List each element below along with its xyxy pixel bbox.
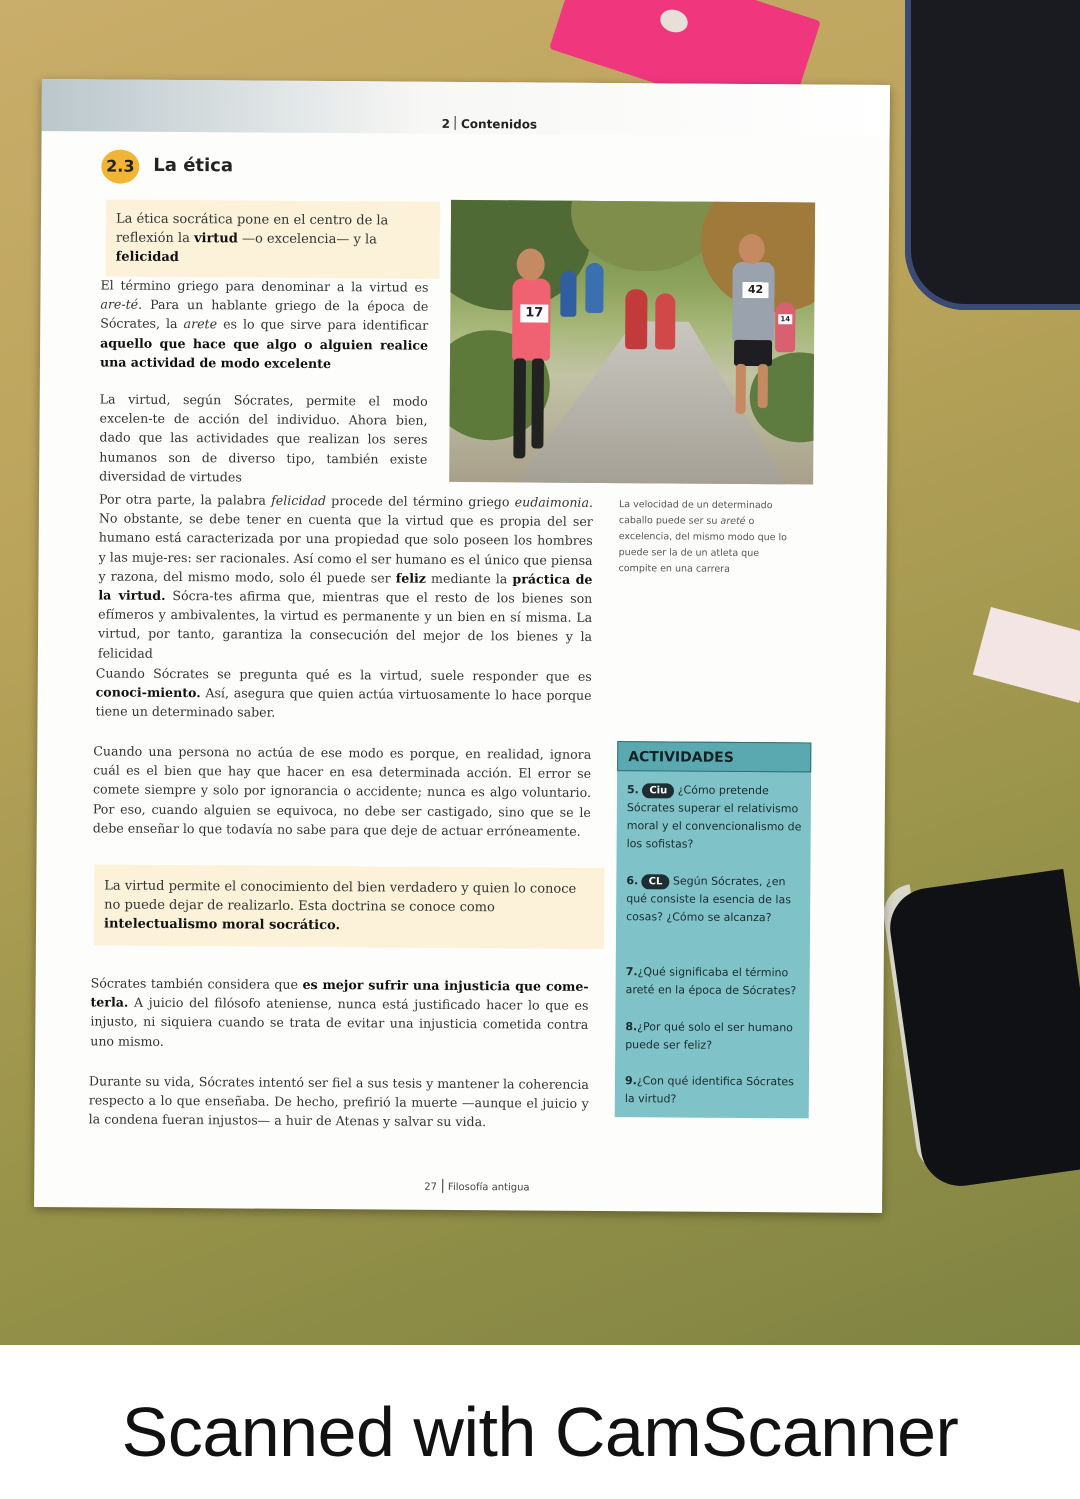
paragraph-virtud: La virtud, según Sócrates, permite el modo excelen-te de acción del individuo. Ahora bien, dado que las actividades que realizan los seres humanos son de diverso tipo, también existe diversidad de virtudes [99, 391, 428, 485]
text-run: es lo que sirve para identificar [217, 316, 429, 334]
caption-text: La velocidad de un determinado caballo puede ser su [618, 499, 773, 527]
runner-leg [531, 358, 544, 448]
page-number: 27 [424, 1181, 437, 1193]
page-footer [424, 1179, 529, 1194]
pink-shelf-object [973, 607, 1080, 703]
intellectualism-callout [94, 864, 605, 949]
key-idea-callout [106, 200, 441, 279]
camscanner-watermark: Scanned with CamScanner [121, 1393, 959, 1471]
paragraph-conocimiento [95, 663, 591, 724]
callout-term-virtud: virtud [193, 231, 238, 247]
italic-term: arete [183, 316, 218, 332]
italic-term: eudaimonia. [514, 494, 594, 510]
textbook-page [34, 79, 890, 1213]
runner-head [517, 248, 545, 280]
text-run: Por otra parte, la palabra [98, 491, 272, 508]
running-head [442, 116, 538, 132]
paragraph-felicidad [98, 489, 593, 665]
activity-9 [625, 1072, 805, 1109]
bold-phrase: aquello que hace que algo o alguien realice una actividad de modo excelente [99, 335, 429, 371]
competence-tag: CL [642, 874, 670, 889]
photo-caption [618, 497, 799, 578]
runner-leg [513, 358, 526, 458]
text-run: Así, asegura que quien actúa virtuosamente lo hace porque tiene un determinado saber. [95, 685, 592, 721]
paragraph-vida: Durante su vida, Sócrates intentó ser fiel a sus tesis y mantener la coherencia respecto a lo que enseñaba. De hecho, prefirió la muerte —aunque el juicio y la condena fueran injustos— a huir de Atenas y salvar su vida. [88, 1073, 589, 1130]
activity-number: 8. [625, 1020, 638, 1034]
text-run: Sócra-tes afirma que, mientras que el resto de los bienes son efímeros y ambivalentes, la virtud es permanente y un bien en sí misma. La virtud, por tanto, garantiza la consecución del mejor de los bienes y la felicidad [97, 587, 593, 661]
competence-tag: Ciu [642, 783, 674, 798]
activity-number: 9. [624, 1074, 637, 1088]
text-run: procede del término griego [325, 493, 515, 510]
activities-title: ACTIVIDADES [617, 741, 811, 772]
text-run: Sócrates también considera que [90, 975, 303, 992]
text-run: mediante la [425, 570, 513, 587]
bold-phrase: conoci-miento. [95, 684, 201, 701]
activity-6 [626, 872, 806, 927]
runner-leg [758, 364, 768, 408]
activity-8 [625, 1018, 805, 1055]
activity-question: ¿Con qué identifica Sócrates la virtud? [624, 1074, 794, 1106]
chapter-number: 2 [441, 116, 451, 131]
text-run: Cuando Sócrates se pregunta qué es la virtud, suele responder que es [95, 665, 592, 684]
activity-question: ¿Cómo pretende Sócrates superar el relativismo moral y el convencionalismo de los sofistas? [626, 783, 802, 851]
activity-7 [626, 963, 806, 1000]
activity-5 [627, 781, 807, 854]
runner-background [560, 271, 576, 317]
text-run: Para un hablante griego de la época de Sócrates, la [100, 296, 429, 332]
callout-term-felicidad: felicidad [115, 249, 179, 266]
bib-number: 17 [520, 304, 548, 322]
header-separator [455, 116, 456, 130]
italic-term: felicidad [271, 492, 327, 509]
callout-text: —o excelencia— y la [237, 231, 377, 248]
caption-italic: areté [720, 515, 746, 527]
caption-text: o excelencia, del mismo modo que lo puede ser la de un atleta que compite en una carrera [618, 515, 788, 575]
runner-background [585, 263, 603, 313]
bold-phrase: práctica de la virtud. [98, 571, 593, 603]
paragraph-error: Cuando una persona no actúa de ese modo es porque, en realidad, ignora cuál es el bien que hay que hacer en esa determinada acción. El error se comete siempre y solo por ignorancia o accidente; nunca es algo voluntario. Por eso, cuando alguien se equivoca, no debe ser castigado, sino que se le debe enseñar lo que todavía no sabe para que deje de actuar erróneamente. [92, 743, 592, 839]
activity-number: 5. [626, 783, 639, 797]
runner-head [739, 234, 765, 264]
activity-number: 7. [625, 965, 638, 979]
activity-number: 6. [626, 874, 639, 888]
paragraph-arete [100, 275, 429, 373]
footer-separator [442, 1179, 443, 1193]
runner-man [732, 262, 775, 342]
bold-phrase: es mejor sufrir una injusticia que come-terla. [90, 976, 589, 1010]
activity-question: Según Sócrates, ¿en qué consiste la esencia de las cosas? ¿Cómo se alcanza? [626, 874, 792, 925]
section-title: La ética [153, 154, 234, 177]
italic-term: are-té. [100, 296, 143, 312]
text-run: El término griego para denominar a la virtud es [100, 277, 429, 295]
runner-leg [736, 364, 746, 414]
runner-background [625, 289, 647, 349]
bib-number: 42 [742, 282, 768, 298]
phone-object [885, 869, 1080, 1191]
runners-photo [449, 200, 815, 485]
activity-question: ¿Por qué solo el ser humano puede ser feliz? [625, 1020, 793, 1052]
text-run: No obstante, se debe tener en cuenta que la virtud que es propia del ser humano está caracterizada por una propiedad que solo poseen los hombres y las muje-res: ser racionales. Así como el ser humano es el único que piensa y razona, del mismo modo, solo él puede ser [98, 510, 593, 586]
callout-text: La ética socrática pone en el centro de la reflexión la [115, 211, 389, 247]
activity-question: ¿Qué significaba el término areté en la época de Sócrates? [625, 965, 797, 998]
callout-text: La virtud permite el conocimiento del bien verdadero y quien lo conoce no puede dejar de realizarlo. Esta doctrina se conoce como [104, 878, 577, 916]
bold-phrase: feliz [395, 570, 427, 586]
text-run: A juicio del filósofo ateniense, nunca está justificado hacer lo que es injusto, ni siquiera cuando se trata de evitar una injusticia cometida contra uno mismo. [90, 994, 589, 1049]
case-rim [905, 0, 1080, 310]
section-number-badge: 2.3 [101, 149, 139, 183]
callout-bold: intelectualismo moral socrático. [103, 916, 341, 934]
activities-box [615, 741, 812, 1118]
runner-shorts [734, 340, 772, 366]
chapter-label: Contenidos [460, 116, 538, 132]
bib-number: 14 [778, 314, 792, 324]
runner-background [655, 293, 675, 349]
book-title: Filosofía antigua [447, 1181, 530, 1194]
runner-child [775, 302, 795, 352]
tree-foliage [571, 200, 722, 272]
paragraph-injusticia [90, 973, 589, 1053]
